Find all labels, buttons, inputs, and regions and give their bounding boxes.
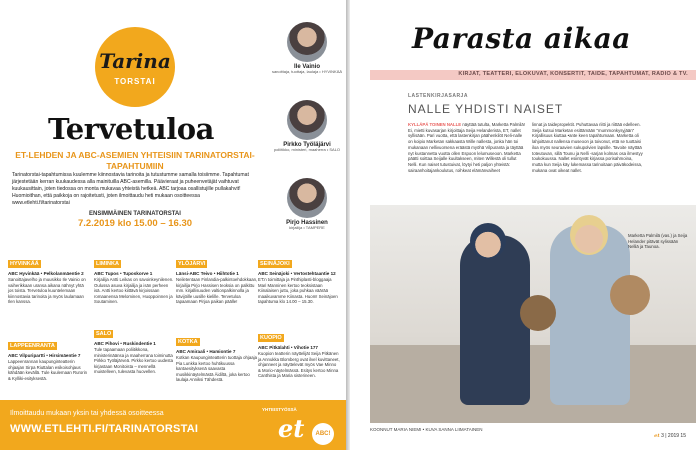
- event-venue: ABC Pihovi • Ruskindentie 1: [94, 341, 156, 346]
- event-text: Kotkan Kaupunginteatterin tuottaja ohjaaja Pia Lunkka kertoo huhtikuussa kantaesityksenä saavasta musikkinäytelmästä Äidiltä, joka kertoo laulaja Anniksi Tähdestä.: [176, 355, 257, 383]
- article-photo: [370, 205, 696, 423]
- guest-name: Ile Vainio: [293, 64, 320, 70]
- event-seinajoki: [258, 252, 340, 305]
- event-text: Kirjailija Antti Leikas on savoinkeynilenen. Oulussa asuva kirjailija ja isän perheen isä. Antti kertoo kiittävä kirjoissaan romaanensa Melominen, Huoppoinnen ja Soutaminen.: [94, 277, 174, 305]
- event-hyvinkaa: [8, 252, 90, 305]
- first-event-label: ENSIMMÄINEN TARINATORSTAI: [89, 211, 181, 217]
- signup-url[interactable]: WWW.ETLEHTI.FI/TARINATORSTAI: [10, 423, 199, 435]
- article-headline: NALLE YHDISTI NAISET: [408, 102, 564, 116]
- article-text-1: näyttää tutulta, Marketta Palmilä! Ei, mietti kuvasarjan kirjoittaja Seija Helanderista, ET, nallet syllisään. Pari vuotta, että lastenkirjan päähenkilöt Neli-nalle on koipio Marketan sakkaasta Wille nallesta, jonka hän toi mukanaan nellivuorsena eräästä myöhä Vilpuranta ja täyttää nyt kustannetta vuotta ollen Espoon lelumuseoon. Marketta päätti soittaa Seijalle kuultakseen, miten Willestä oli tullut Nelli. Kun naiset tutustuivat, löytyi heti paljon yhteistä: sairaanhoitajankoulutus, roihkeat elämänvaiheet: [408, 122, 525, 173]
- guest-pirkko-tyolajarvi: [270, 100, 344, 153]
- event-venue: ABC Tupos • Tuposkorve 1: [94, 271, 153, 276]
- guest-desc: poliitikko, ministeri, maaherra • SALO: [273, 147, 341, 152]
- guest-photo: [287, 100, 327, 140]
- article-body-col2: linnat ja taidepropektit. Puhuttavaa riitti ja riittää edelleen. Seija kutsui Marketan esittämään "mummonkysyjään" Kirjallisuus kiuttaa •ante keen tapahtumaan. Marketta oli lahjoittanut nallensa museoon ja toivonut, että se tuottaisi iloa myös seuraavien sukupolvien lapsille. Tavoite näyttää toteutuvan, sillä Tounu ja Nelli -sarjan kolmas osa ilmestyy toukokuussa. Nallet esiintyvät kirjassa porisahmoina, mutta kun Seija käy lukemassa tarinoitaan päiväkodeissa, mukana ovat oikeat nallet.: [532, 122, 643, 173]
- event-salo: [94, 322, 176, 375]
- event-city: LIMINKA: [96, 261, 119, 267]
- event-text: Lappeenrannan kaupunginteatterin ohjaajan Sirpa Riuttalan esikoisohjaus kähdään kevällä. Tule kuulemaan Rurorin & Kylliki-esityksestä.: [8, 359, 88, 381]
- event-city: SALO: [96, 331, 112, 337]
- event-lappeenranta: [8, 334, 90, 381]
- photo-credit: KOONNUT MARIA NIEMI • KUVA SANNA LIIMATAINEN: [370, 427, 483, 432]
- photo-head-right: [570, 215, 608, 255]
- first-event: [12, 211, 258, 229]
- event-kuopio: [258, 326, 340, 379]
- events-grid: [8, 252, 344, 400]
- guest-photo: [287, 22, 327, 62]
- page-title: Tervetuloa: [48, 112, 214, 146]
- event-text: Kuopion teatterin näyttelijät Seija Pitkänen ja Annukka Blomberg ovat ilvel kuvittaneet, ohjanneet ja näyttelevät myös Vae Minno & Morio-näytelmässä. Esitys kertoo Minna Canthista ja Maria sisterineen.: [258, 351, 340, 379]
- event-city: LAPPEENRANTA: [10, 343, 55, 349]
- event-venue: Länsi-ABC Teivo • Hiihtotie 1: [176, 271, 239, 276]
- event-venue: ABC Vilpuripartti • Hirsimäentie 7: [8, 353, 81, 358]
- event-kotka: [176, 330, 258, 383]
- categories: KIRJAT, TEATTERI, ELOKUVAT, KONSERTIT, TAIDE, TAPAHTUMAT, RADIO & TV.: [458, 71, 688, 77]
- guest-name: Pirkko Työläjärvi: [283, 142, 331, 148]
- page-number: [654, 433, 686, 439]
- issue-page: 3 | 2019 15: [661, 433, 686, 439]
- signup-footer: [0, 400, 346, 450]
- guest-desc: kirjailija • TAMPERE: [289, 225, 325, 230]
- guest-name: Pirjo Hassinen: [286, 220, 328, 226]
- guest-desc: sanoittaja, tuottaja, laulaja • HYVINKÄÄ: [271, 69, 343, 74]
- teddy-bear-icon: [520, 295, 556, 331]
- event-city: KUOPIO: [260, 335, 282, 341]
- event-text: ET:n toimittaja ja Pinthiplasti-bloggaaja Mari Manninen kertoo teoksistaan Kiinalaisen juttu, joka puhkaa väärää maaikuvamme Kiinasta. Huom! Seinäjoen tapahtuma klo 14.00 – 15.30.: [258, 277, 338, 305]
- page-brand: et: [654, 433, 660, 439]
- event-text: Tule tapaamaan poliitikkona, ministerinäänsa ja maaherrana toiminutta Pirkko Työläjärveä. Pirkko kertoo uudesta kirjastaan Monitoista – mennellä muistelleen, tulevasta huovellen.: [94, 347, 173, 375]
- event-city: KOTKA: [178, 339, 198, 345]
- event-venue: ABC Seinäjoki • Vertostehtaantie 12: [258, 271, 336, 276]
- event-city: YLÖJÄRVI: [178, 261, 206, 267]
- guest-photo: [287, 178, 327, 218]
- photo-head-left: [470, 223, 506, 259]
- subtitle: ET-LEHDEN JA ABC-ASEMIEN YHTEISIIN TARINATORSTAI-TAPAHTUMIIN: [15, 150, 255, 171]
- article-body-col1: [408, 122, 526, 173]
- photo-caption: Marketta Palmilä (vas.) ja Seija Helander pitävät sylissään Nelliä ja Taunoa.: [628, 233, 688, 250]
- photo-sofa: [370, 345, 696, 423]
- et-logo: et: [278, 414, 305, 443]
- category-band: [370, 70, 696, 80]
- first-event-datetime: 7.2.2019 klo 15.00 – 16.30: [77, 218, 193, 229]
- event-ylojarvi: [176, 252, 258, 305]
- masthead: Parasta aikaa: [412, 22, 631, 55]
- signup-text: Ilmoittaudu mukaan yksin tai yhdessä osoitteessa: [10, 410, 164, 417]
- logo-script: Tarina: [99, 49, 171, 73]
- teddy-bear-icon: [610, 275, 650, 315]
- event-text: Neiletentaan Finlandia-palkintoehdokkaan, kirjailija Pirjo Hassisen teoksia on palkittu mm. kirjallisuuden valtionpalkinnolla ja kävijöille uusille kielille. Tervetuloa tapaamaan Pirjoa paikan päälle!: [176, 277, 258, 305]
- event-text: Sanoittajavelho ja muusikko Ile Vainio on vaiherikkaan uransa aikana nähnyt yhtä jos toista. Tervetuloa kuuntelemaan kiinnostavia tarinoita ja myös laulamaan Ilen kanssa.: [8, 277, 86, 305]
- event-city: HYVINKÄÄ: [10, 261, 39, 267]
- right-page: [350, 0, 696, 450]
- photo-person-left: [460, 235, 530, 405]
- guest-ile-vainio: [270, 22, 344, 75]
- partner-label: YHTEISTYÖSSÄ: [262, 407, 297, 412]
- abc-logo: ABC!: [312, 423, 334, 445]
- intro-text: Tarinatorstai-tapahtumissa kuulemme kiinnostavia tarinoita ja tutustumme samalla toisiimme. Tapahtumat järjestetään kerran kuukaudessa alla mainituilla ABC-asemilla. Päävieraat ja puheenvetäjät vaihtuvat kuukausittain, joten tiedossa on monta mukavaa yhteistä hetkeä. ABC tarjoaa osallistujille pullakahvit! Huomioithan, että paikkoja on rajoitetusti, joten ilmoittaudu heti mukaan osoitteessa www.etlehti.fi/tarinatorstai: [12, 172, 249, 206]
- event-liminka: [94, 252, 176, 305]
- event-city: SEINÄJOKI: [260, 261, 290, 267]
- section-label: LASTENKIRJASARJA: [408, 93, 468, 99]
- event-venue: ABC Amiraali • Hamiontie 7: [176, 349, 236, 354]
- logo-caps: TORSTAI: [114, 77, 156, 86]
- event-venue: ABC Pitkälahti • Vihotie 177: [258, 345, 318, 350]
- left-page: [0, 0, 346, 450]
- guest-pirjo-hassinen: [270, 178, 344, 231]
- article-lead: KYLLÄPÄ TOINEN NALLE: [408, 122, 462, 127]
- event-venue: ABC Hyvinkää • Pelkolanmäentie 2: [8, 271, 84, 276]
- tarinatorstai-logo: [95, 27, 175, 107]
